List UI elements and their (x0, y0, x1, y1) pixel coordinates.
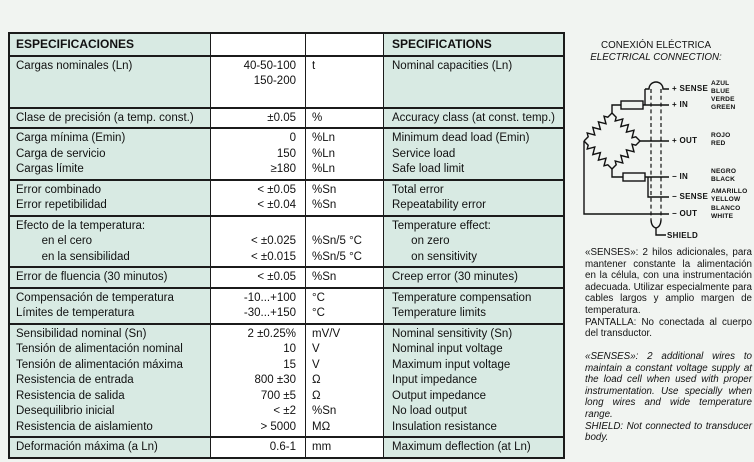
spec-cell-value (210, 109, 306, 128)
spec-line: V (312, 343, 320, 355)
spec-row-group (10, 107, 563, 128)
spec-line: Ω (312, 374, 321, 386)
spec-line: Cargas nominales (Ln) (16, 59, 133, 72)
spec-line: Efecto de la temperatura: (16, 219, 146, 232)
wire-color-en: WHITE (711, 212, 734, 220)
spec-line: Nominal input voltage (392, 343, 503, 355)
spec-cell-value (210, 181, 306, 215)
spec-line: Resistencia de salida (16, 389, 125, 402)
wire-color-en: BLACK (711, 175, 736, 183)
spec-row-group (10, 215, 563, 267)
spec-line: < ±0.05 (257, 183, 296, 196)
spec-line: Accuracy class (at const. temp.) (392, 111, 555, 124)
spec-cell-unit (306, 57, 384, 107)
spec-line: 0.6-1 (269, 441, 296, 453)
spec-line: Error de fluencia (30 minutos) (16, 271, 168, 283)
spec-cell-label-es (10, 217, 210, 267)
wire-color-en: GREEN (711, 103, 736, 111)
spec-line: V (312, 358, 320, 371)
spec-line: Temperature effect: (392, 219, 491, 232)
spec-cell-value (210, 268, 306, 287)
spec-line: No load output (392, 405, 467, 417)
spec-line: %Sn (312, 183, 337, 196)
spec-line (312, 74, 379, 90)
spec-cell-unit (306, 325, 384, 437)
spec-cell-label-en (384, 217, 563, 267)
spec-line: Error combinado (16, 183, 102, 196)
note-senses-en: «SENSES»: 2 additional wires to maintain a constant voltage supply at the load cell when used with proper instrumentation. Use specially when long wires and wide temperature range. (585, 351, 752, 420)
spec-line: 150-200 (253, 75, 296, 87)
note-spanish (585, 247, 752, 340)
wire-color-es: BLANCO (711, 205, 741, 212)
spec-line: %Sn/5 °C (312, 235, 362, 247)
wire-color-label (711, 188, 747, 203)
spec-row-group (10, 127, 563, 179)
spec-line: 0 (289, 132, 296, 144)
note-senses-es: «SENSES»: 2 hilos adicionales, para mantener constante la alimentación en la célula, con una instrumentación adecuada. Utilizar especialmente para cables largos y amplio margen de temperatura. (585, 247, 752, 316)
spec-cell-label-es (10, 268, 210, 287)
terminal-label: + IN (672, 100, 689, 109)
spec-line: < ±0.015 (250, 250, 296, 263)
spec-row-group (10, 266, 563, 287)
wire-color-en: BLUE (711, 87, 730, 95)
spec-line: Ω (312, 389, 321, 402)
spec-cell-label-es (10, 57, 210, 107)
spec-line: °C (312, 307, 325, 319)
spec-line: on zero (392, 235, 450, 247)
spec-cell-value (210, 289, 306, 323)
spec-cell-label-en (384, 129, 563, 179)
spec-cell-label-en (384, 268, 563, 287)
spec-line: %Ln (312, 163, 336, 175)
spec-table-header-row (10, 34, 563, 55)
spec-cell-value (210, 325, 306, 437)
spec-line: ±0.05 (267, 111, 296, 124)
spec-line: Cargas límite (16, 163, 84, 175)
spec-row-group (10, 179, 563, 215)
spec-line: Minimum dead load (Emin) (392, 132, 530, 144)
spec-cell-unit (306, 109, 384, 128)
wire-color-es: NEGRO (711, 168, 737, 175)
spec-line (213, 219, 296, 235)
spec-cell-value (210, 57, 306, 107)
spec-cell-unit (306, 217, 384, 267)
spec-cell-value (210, 129, 306, 179)
spec-line: %Ln (312, 147, 336, 160)
spec-line: %Sn/5 °C (312, 250, 362, 263)
spec-line: Error repetibilidad (16, 199, 107, 211)
spec-line: Maximum input voltage (392, 358, 511, 371)
spec-line: Desequilibrio inicial (16, 405, 115, 417)
terminal-label: − IN (672, 172, 689, 181)
wire-color-label (711, 168, 736, 183)
wire-color-es: AMARILLO (711, 188, 748, 195)
spec-line: Deformación máxima (a Ln) (16, 441, 158, 453)
connection-title-es: CONEXIÓN ELÉCTRICA (601, 40, 711, 51)
spec-cell-unit (306, 129, 384, 179)
spec-row-group (10, 55, 563, 107)
spec-row-group (10, 287, 563, 323)
spec-line: on sensitivity (392, 250, 478, 263)
spec-line: Temperature limits (392, 307, 486, 319)
spec-line: Resistencia de entrada (16, 374, 134, 386)
spec-cell-unit (306, 438, 384, 457)
spec-line: Service load (392, 147, 456, 160)
spec-row-group (10, 436, 563, 457)
spec-cell-label-en (384, 438, 563, 457)
spec-cell-label-en (384, 109, 563, 128)
spec-line: Total error (392, 183, 444, 196)
spec-header-unit-empty (306, 34, 384, 55)
spec-line: Repeatability error (392, 199, 486, 211)
spec-line: Resistencia de aislamiento (16, 420, 153, 433)
spec-line: Nominal sensitivity (Sn) (392, 327, 513, 340)
spec-cell-value (210, 217, 306, 267)
spec-header-value-empty (210, 34, 306, 55)
spec-line: %Ln (312, 132, 336, 144)
spec-line: Límites de temperatura (16, 307, 135, 319)
spec-line: < ±0.04 (257, 199, 296, 211)
spec-line: en la sensibilidad (16, 250, 130, 263)
spec-line: 150 (276, 147, 296, 160)
wire-color-label (711, 96, 735, 111)
spec-line: Tensión de alimentación máxima (16, 358, 183, 371)
spec-line: < ±0.05 (257, 271, 296, 283)
spec-cell-label-es (10, 325, 210, 437)
spec-line: Input impedance (392, 374, 478, 386)
terminal-label: − SENSE (672, 192, 709, 201)
spec-line: en el cero (16, 235, 93, 247)
spec-line: Sensibilidad nominal (Sn) (16, 327, 147, 340)
spec-cell-unit (306, 181, 384, 215)
terminal-label: − OUT (672, 209, 698, 218)
spec-line: mm (312, 441, 332, 453)
terminal-label: + SENSE (672, 84, 709, 93)
wire-color-label (711, 80, 730, 95)
note-english (585, 351, 752, 444)
spec-cell-label-es (10, 109, 210, 128)
spec-cell-label-en (384, 289, 563, 323)
spec-line: 2 ±0.25% (247, 327, 296, 340)
wire-color-es: VERDE (711, 96, 735, 103)
spec-line: 700 ±5 (260, 389, 296, 402)
spec-cell-label-es (10, 289, 210, 323)
spec-line: < ±0.025 (250, 235, 296, 247)
connection-title (575, 40, 737, 63)
spec-line: Output impedance (392, 389, 486, 402)
spec-line: -10...+100 (243, 291, 296, 304)
spec-line: t (312, 59, 316, 72)
spec-line: Compensación de temperatura (16, 291, 174, 304)
spec-cell-unit (306, 268, 384, 287)
spec-line: % (312, 111, 323, 124)
spec-line: Clase de precisión (a temp. const.) (16, 111, 194, 124)
spec-cell-label-es (10, 129, 210, 179)
spec-line: %Sn (312, 199, 337, 211)
connection-title-en: ELECTRICAL CONNECTION: (590, 51, 722, 63)
spec-line: Safe load limit (392, 163, 465, 175)
wire-color-es: ROJO (711, 132, 731, 139)
spec-line: %Sn (312, 271, 337, 283)
spec-line: Insulation resistance (392, 420, 497, 433)
spec-line: > 5000 (260, 420, 296, 433)
spec-line: Tensión de alimentación nominal (16, 343, 183, 355)
spec-line: 800 ±30 (254, 374, 296, 386)
spec-cell-unit (306, 289, 384, 323)
note-shield-es: PANTALLA: No conectada al cuerpo del transductor. (585, 316, 752, 340)
wire-color-es: AZUL (711, 80, 730, 87)
spec-line: %Sn (312, 405, 337, 417)
spec-line: 10 (283, 343, 296, 355)
spec-cell-value (210, 438, 306, 457)
spec-line: 15 (283, 358, 296, 371)
spec-cell-label-en (384, 57, 563, 107)
spec-line: Maximum deflection (at Ln) (392, 441, 531, 453)
spec-line: Nominal capacities (Ln) (392, 59, 513, 72)
spec-line: MΩ (312, 420, 331, 433)
spec-header-es: ESPECIFICACIONES (10, 34, 210, 55)
spec-line: ≥180 (270, 163, 296, 175)
spec-line: Creep error (30 minutes) (392, 271, 518, 283)
spec-table (8, 32, 565, 459)
spec-cell-label-es (10, 438, 210, 457)
spec-cell-label-en (384, 181, 563, 215)
spec-cell-label-en (384, 325, 563, 437)
wire-color-en: YELLOW (711, 195, 741, 203)
spec-line (312, 219, 379, 235)
spec-line (16, 74, 206, 90)
wire-color-label (711, 205, 740, 220)
spec-line: Carga mínima (Emin) (16, 132, 126, 144)
spec-cell-label-es (10, 181, 210, 215)
spec-header-en: SPECIFICATIONS (384, 34, 563, 55)
terminal-label: SHIELD (667, 231, 699, 240)
spec-row-group (10, 323, 563, 437)
spec-line: Carga de servicio (16, 147, 106, 160)
spec-line (392, 74, 559, 90)
spec-line: mV/V (312, 327, 341, 340)
wire-color-label (711, 132, 731, 147)
spec-line: Temperature compensation (392, 291, 532, 304)
spec-line: < ±2 (273, 405, 296, 417)
note-shield-en: SHIELD: Not connected to transducer body. (585, 420, 752, 444)
terminal-label: + OUT (672, 136, 698, 145)
spec-line: 40-50-100 (243, 59, 296, 72)
spec-line: -30...+150 (243, 307, 296, 319)
wire-color-en: RED (711, 139, 726, 147)
spec-line: °C (312, 291, 325, 304)
